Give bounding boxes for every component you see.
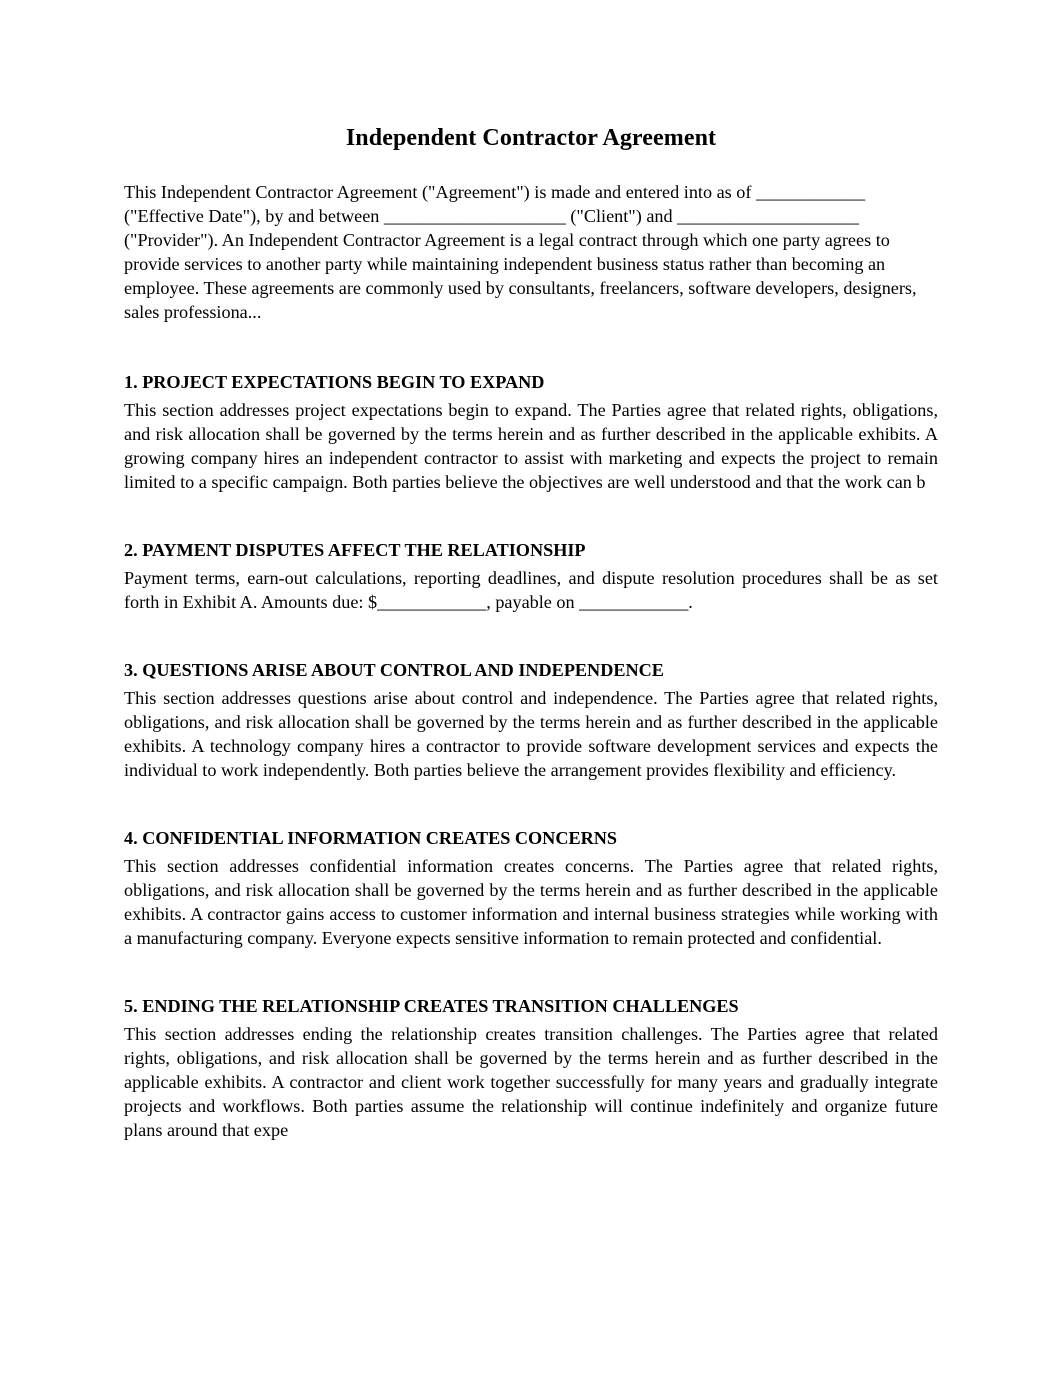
section-2-body: Payment terms, earn-out calculations, reporting deadlines, and dispute resolution procedures shall be as set forth in Exhibit A. Amounts due: $____________, payable on ____________. bbox=[124, 568, 938, 612]
section-2-heading: 2. PAYMENT DISPUTES AFFECT THE RELATIONSHIP bbox=[124, 540, 586, 560]
section-4-body: This section addresses confidential information creates concerns. The Parties agree that related rights, obligations, and risk allocation shall be governed by the terms herein and as further described in the applicable exhibits. A contractor gains access to customer information and internal business strategies while working with a manufacturing company. Everyone expects sensitive information to remain protected and confidential. bbox=[124, 856, 938, 948]
section-3-body: This section addresses questions arise about control and independence. The Parties agree that related rights, obligations, and risk allocation shall be governed by the terms herein and as further described in the applicable exhibits. A technology company hires a contractor to provide software development services and expects the individual to work independently. Both parties believe the arrangement provides flexibility and efficiency. bbox=[124, 688, 938, 780]
section-4 bbox=[124, 826, 938, 950]
section-2 bbox=[124, 538, 938, 614]
section-3 bbox=[124, 658, 938, 782]
document-title: Independent Contractor Agreement bbox=[345, 125, 717, 151]
section-5 bbox=[124, 994, 938, 1142]
section-1-heading: 1. PROJECT EXPECTATIONS BEGIN TO EXPAND bbox=[124, 372, 545, 392]
section-3-heading: 3. QUESTIONS ARISE ABOUT CONTROL AND INDEPENDENCE bbox=[124, 660, 664, 680]
section-5-heading: 5. ENDING THE RELATIONSHIP CREATES TRANSITION CHALLENGES bbox=[124, 996, 739, 1016]
intro-paragraph: This Independent Contractor Agreement ("Agreement") is made and entered into as of ____________ ("Effective Date"), by and between ____________________ ("Client") and ____________________ ("Provider"). An Independent Contractor Agreement is a legal contract through which one party agrees to provide services to another party while maintaining independent business status rather than becoming an employee. These agreements are commonly used by consultants, freelancers, software developers, designers, sales professiona... bbox=[124, 182, 917, 322]
section-1-body: This section addresses project expectations begin to expand. The Parties agree that related rights, obligations, and risk allocation shall be governed by the terms herein and as further described in the applicable exhibits. A growing company hires an independent contractor to assist with marketing and expects the project to remain limited to a specific campaign. Both parties believe the objectives are well understood and that the work can b bbox=[124, 400, 938, 492]
section-5-body: This section addresses ending the relationship creates transition challenges. The Parties agree that related rights, obligations, and risk allocation shall be governed by the terms herein and as further described in the applicable exhibits. A contractor and client work together successfully for many years and gradually integrate projects and workflows. Both parties assume the relationship will continue indefinitely and organize future plans around that expe bbox=[124, 1024, 938, 1140]
section-1 bbox=[124, 370, 938, 494]
section-4-heading: 4. CONFIDENTIAL INFORMATION CREATES CONCERNS bbox=[124, 828, 617, 848]
